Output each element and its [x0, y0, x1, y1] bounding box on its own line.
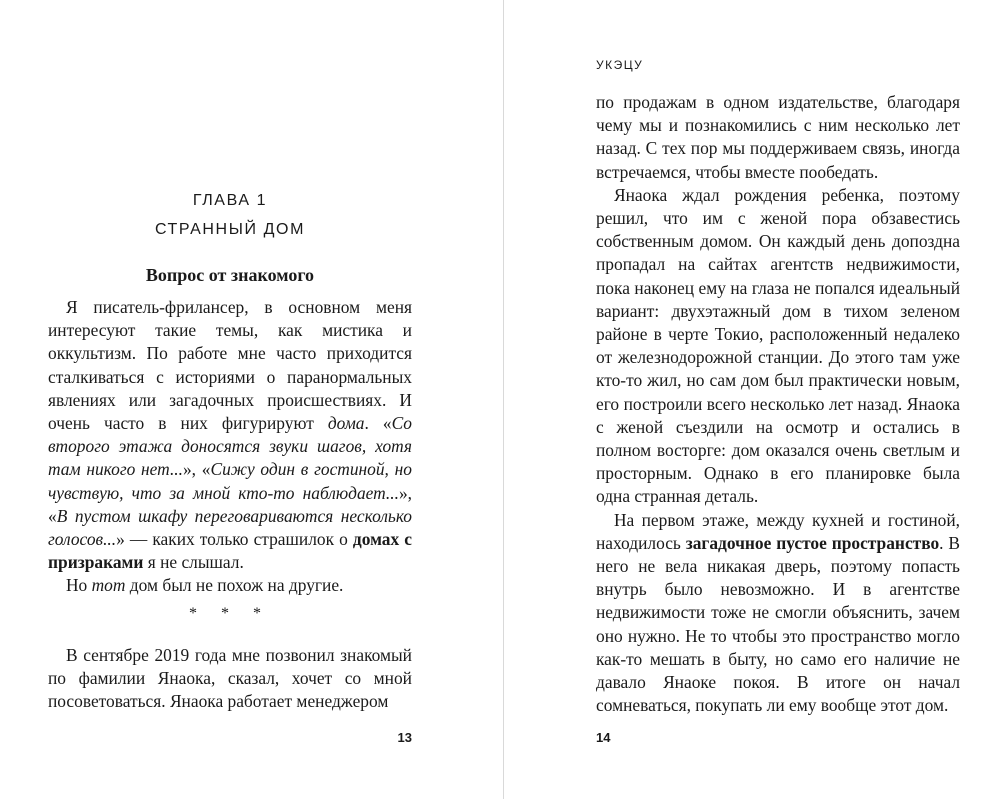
text-run: . «	[364, 413, 392, 434]
text-run: », «	[182, 459, 211, 480]
text-run: » — каких только страшилок о	[116, 529, 353, 550]
text-run: », «	[48, 482, 412, 526]
page-number: 13	[397, 730, 412, 745]
right-page	[596, 0, 960, 799]
chapter-title: СТРАННЫЙ ДОМ	[154, 221, 306, 238]
bold-text: загадочное пустое пространство	[685, 532, 940, 553]
text-run: . В него не вела никакая дверь, поэтому попасть внутрь было невозможно. И в агентстве недвижимости тоже не смогли объяснить, зачем оно нужно. Не то чтобы это пространство могло как-то мешать в быту, но само его наличие не давало Янаоке покоя. В итоге он начал сомневаться, покупать ли ему вообще этот дом.	[596, 532, 960, 716]
text-run: я не слышал.	[143, 552, 244, 573]
running-head: УКЭЦУ	[596, 58, 644, 72]
text-run: Янаока ждал рождения ребенка, поэтому решил, что им с женой пора обзавестись собственным домом. Он каждый день допоздна пропадал на сайтах агентств недвижимости, пока наконец ему на глаза не попался идеальный вариант: двухэтажный дом в тихом зеленом районе в черте Токио, расположенный недалеко от железнодорожной станции. До этого там уже кто-то жил, но сам дом был практически новым, его построили всего несколько лет назад. Янаока с женой съездили на осмотр и остались в полном восторге: дом оказался очень светлым и просторным. Однако в его планировке была одна странная деталь.	[596, 184, 960, 507]
paragraph	[48, 644, 412, 714]
text-run: дом был не похож на другие.	[125, 575, 344, 596]
chapter-number: ГЛАВА 1	[192, 192, 268, 209]
italic-text: тот	[91, 575, 126, 596]
paragraph	[596, 184, 960, 509]
text-block-right	[596, 91, 960, 717]
page-gutter	[503, 0, 504, 799]
section-title: Вопрос от знакомого	[145, 265, 315, 285]
italic-text: дома	[327, 413, 365, 434]
text-run: Я писатель-фрилансер, в основном меня интересуют такие темы, как мистика и оккультизм. По работе мне часто приходится сталкиваться с историями о паранормальных явлениях или загадочных происшествиях. И очень часто в них фигурируют	[48, 297, 412, 434]
text-block-top	[48, 296, 412, 598]
italic-text: В пустом шкафу переговариваются несколько голосов...	[48, 505, 412, 550]
text-run: В сентябре 2019 года мне позвонил знакомый по фамилии Янаока, сказал, хочет со мной посоветоваться. Янаока работает менеджером	[48, 645, 412, 712]
text-block-bottom	[48, 644, 412, 714]
paragraph	[596, 91, 960, 184]
page-number: 14	[596, 730, 611, 745]
paragraph	[596, 509, 960, 718]
italic-text: Со второго этажа доносятся звуки шагов, хотя там никого нет...	[48, 413, 413, 480]
text-run: На первом этаже, между кухней и гостиной, находилось	[596, 509, 960, 553]
text-run: по продажам в одном издательстве, благодаря чему мы и познакомились с ним несколько лет назад. С тех пор мы поддерживаем связь, иногда встречаемся, чтобы вместе пообедать.	[596, 92, 960, 182]
left-page	[48, 0, 412, 799]
section-break-ornament: * * *	[189, 605, 271, 622]
paragraph	[48, 574, 412, 597]
bold-text: домах с призраками	[48, 529, 412, 573]
italic-text: Сижу один в гостиной, но чувствую, что за мной кто-то наблюдает...	[48, 459, 412, 503]
text-run: Но	[66, 575, 92, 596]
paragraph	[48, 296, 412, 574]
